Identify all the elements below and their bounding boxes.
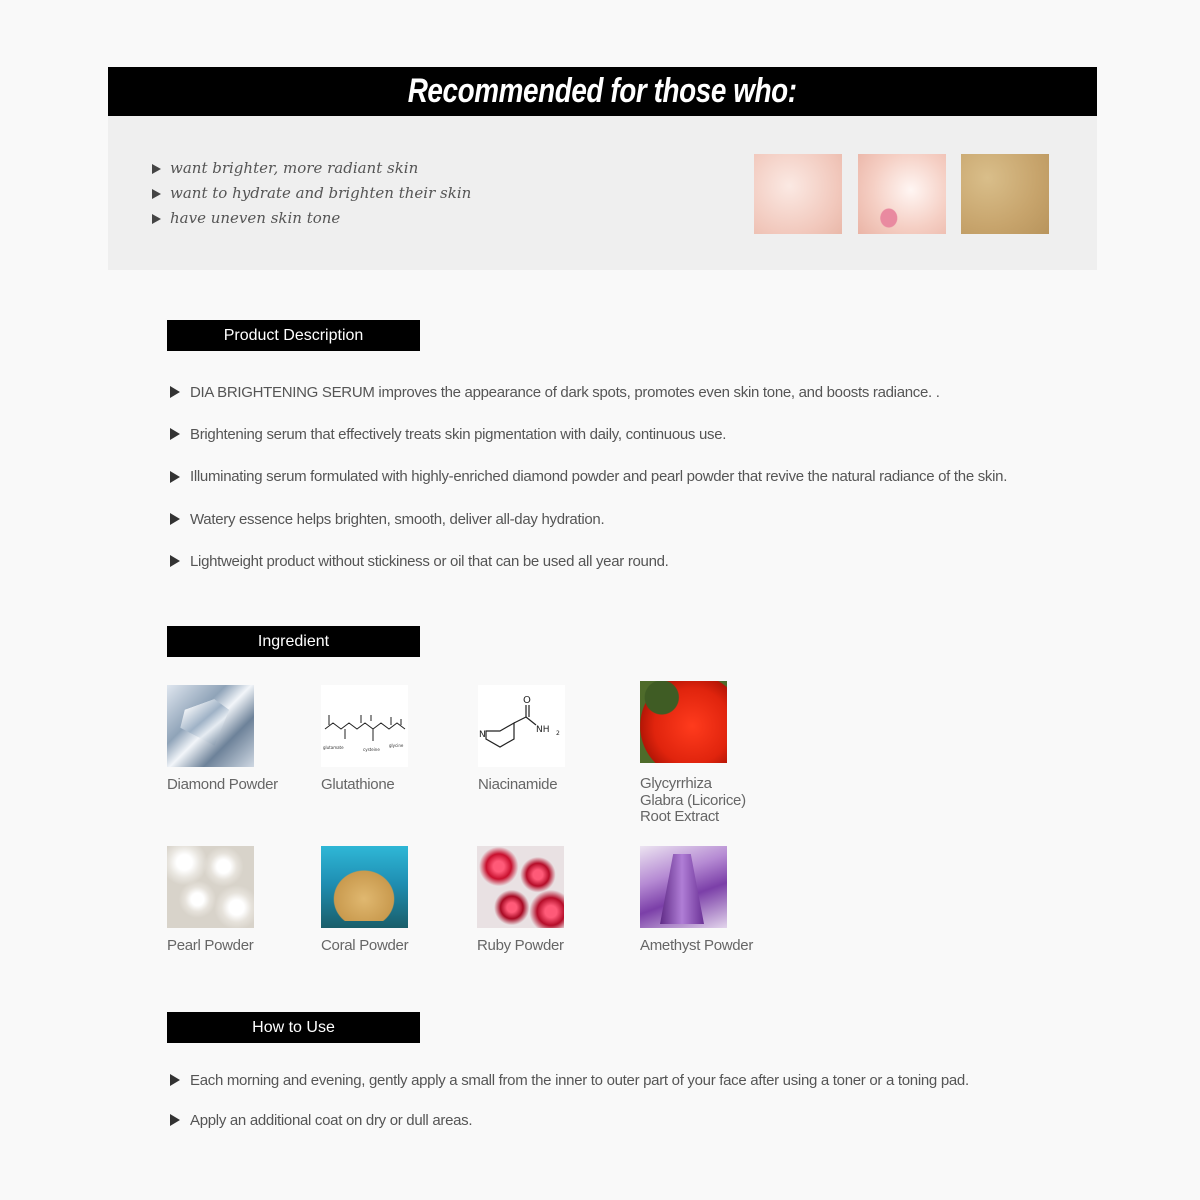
list-item: Each morning and evening, gently apply a small from the inner to outer part of your face after using a toner or a toning pad. [170, 1060, 969, 1100]
diamond-image [167, 685, 254, 767]
triangle-bullet-icon [152, 164, 161, 174]
triangle-bullet-icon [152, 214, 161, 224]
recommended-list [152, 156, 471, 231]
skin-photo-uneven [961, 154, 1049, 234]
ingredient-ruby-powder: Ruby Powder [477, 846, 627, 955]
how-to-use-heading: How to Use [167, 1012, 420, 1043]
description-list [170, 371, 1007, 582]
recommended-header [108, 67, 1097, 116]
list-item: have uneven skin tone [152, 206, 471, 231]
recommended-panel [108, 116, 1097, 270]
list-item: DIA BRIGHTENING SERUM improves the appearance of dark spots, promotes even skin tone, and boosts radiance. . [170, 371, 1007, 413]
list-item: Watery essence helps brighten, smooth, deliver all-day hydration. [170, 498, 1007, 540]
triangle-bullet-icon [170, 513, 180, 525]
triangle-bullet-icon [152, 189, 161, 199]
triangle-bullet-icon [170, 1074, 180, 1086]
ingredient-heading: Ingredient [167, 626, 420, 657]
ingredient-licorice-root: Glycyrrhiza Glabra (Licorice) Root Extract [640, 681, 790, 826]
pearl-image [167, 846, 254, 928]
triangle-bullet-icon [170, 386, 180, 398]
skin-photo-face [858, 154, 946, 234]
triangle-bullet-icon [170, 471, 180, 483]
skin-photo-pale [754, 154, 842, 234]
how-to-use-list [170, 1060, 969, 1140]
oxygen-label: O [523, 695, 531, 706]
glutathione-structure-image [321, 685, 408, 767]
nitrogen-label: N [479, 730, 486, 740]
list-item: Illuminating serum formulated with highly-enriched diamond powder and pearl powder that revive the natural radiance of the skin. [170, 456, 1007, 498]
licorice-flower-image [640, 681, 727, 763]
list-item: Lightweight product without stickiness or oil that can be used all year round. [170, 540, 1007, 582]
glycine-label: glycine [389, 743, 404, 748]
ingredient-coral-powder: Coral Powder [321, 846, 471, 955]
amine-label: NH [536, 725, 550, 735]
list-item: want to hydrate and brighten their skin [152, 181, 471, 206]
coral-image [321, 846, 408, 928]
amethyst-image [640, 846, 727, 928]
glutathione-molecule-diagram [321, 685, 408, 767]
recommended-title: Recommended for those who: [408, 72, 797, 110]
ingredient-pearl-powder: Pearl Powder [167, 846, 317, 955]
niacinamide-molecule-diagram [478, 685, 565, 767]
ruby-image [477, 846, 564, 928]
list-item: want brighter, more radiant skin [152, 156, 471, 181]
ingredient-diamond-powder: Diamond Powder [167, 685, 317, 794]
ingredient-glutathione: glutamate cysteine glycine Glutathione [321, 685, 471, 794]
list-item: Brightening serum that effectively treats skin pigmentation with daily, continuous use. [170, 413, 1007, 455]
glutamate-label: glutamate [323, 745, 344, 750]
niacinamide-structure-image [478, 685, 565, 767]
triangle-bullet-icon [170, 1114, 180, 1126]
product-description-heading: Product Description [167, 320, 420, 351]
list-item: Apply an additional coat on dry or dull areas. [170, 1100, 969, 1140]
ingredient-amethyst-powder: Amethyst Powder [640, 846, 790, 955]
cysteine-label: cysteine [363, 747, 380, 752]
triangle-bullet-icon [170, 555, 180, 567]
amine-subscript: 2 [556, 730, 560, 737]
triangle-bullet-icon [170, 428, 180, 440]
ingredient-niacinamide: O N NH 2 Niacinamide [478, 685, 628, 794]
